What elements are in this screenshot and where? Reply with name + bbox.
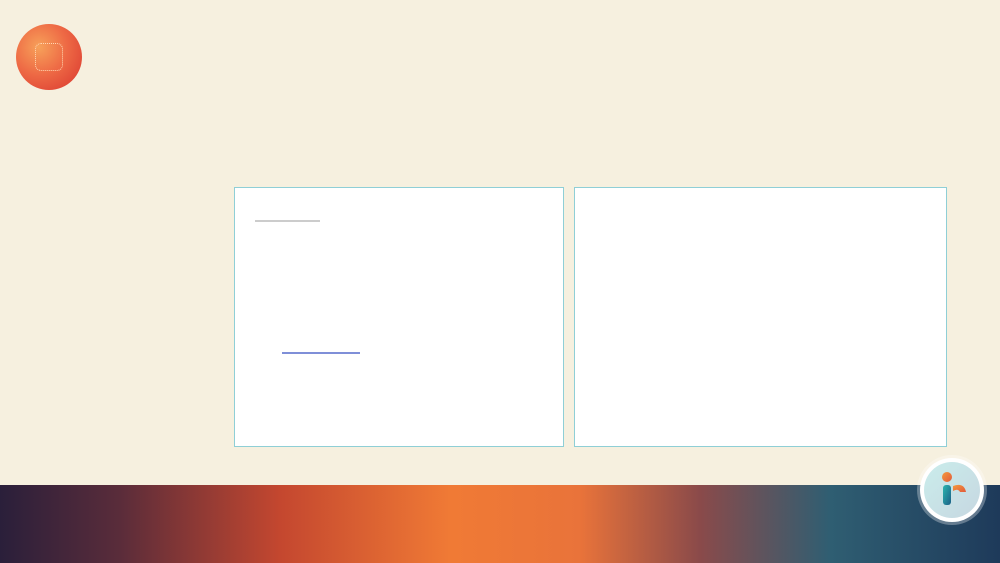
phylogenetic-tree-figure: [235, 188, 562, 445]
organization-logo-left: [16, 24, 82, 90]
organization-logo-right: [920, 458, 984, 522]
growth-chart: [575, 188, 945, 445]
logo-mark-icon: [920, 458, 984, 522]
footer-banner: [0, 485, 1000, 563]
phylogeny-panel: [234, 187, 564, 447]
growth-chart-panel: [574, 187, 947, 447]
